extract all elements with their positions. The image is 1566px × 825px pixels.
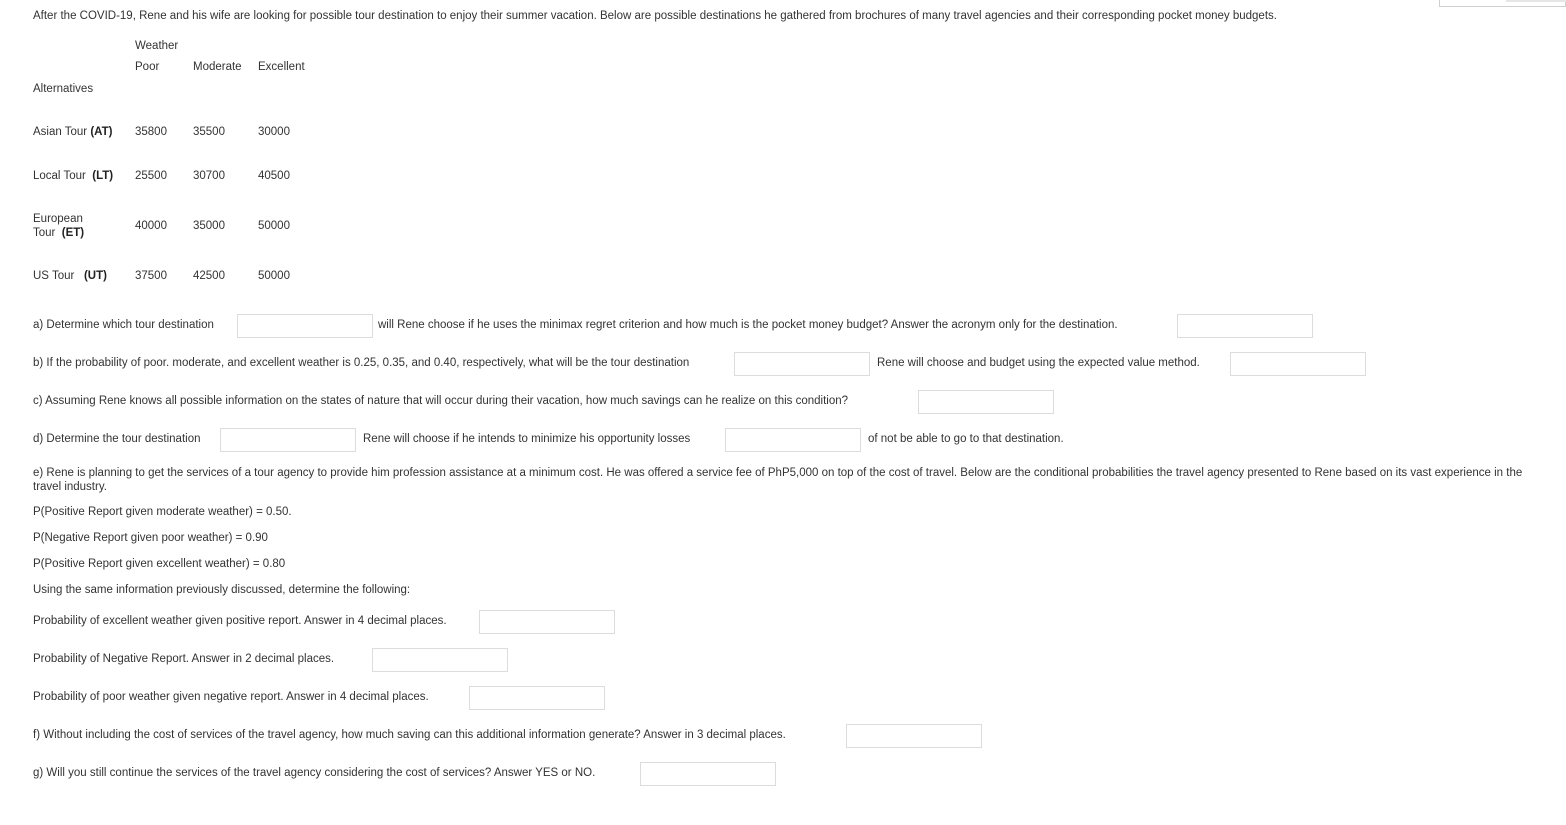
table-cell: 40000 [135, 220, 167, 232]
question-e1-text: Probability of excellent weather given positive report. Answer in 4 decimal places. [33, 615, 447, 627]
intro-text: After the COVID-19, Rene and his wife are looking for possible tour destination to enjoy their summer vacation. Below are possible destinations he gathered from brochures of many travel agencies and their corresponding pocket money budgets. [33, 10, 1277, 22]
column-moderate: Moderate [193, 61, 242, 73]
row-label-european-line2 [33, 227, 84, 239]
answer-e1-input[interactable] [479, 610, 615, 634]
question-d-text-2: Rene will choose if he intends to minimize his opportunity losses [363, 433, 691, 445]
table-cell: 35000 [193, 220, 225, 232]
row-name: Local Tour [33, 170, 86, 182]
answer-c-savings-input[interactable] [918, 390, 1054, 414]
question-e3-text: Probability of poor weather given negative report. Answer in 4 decimal places. [33, 691, 429, 703]
question-e-text: e) Rene is planning to get the services of a tour agency to provide him profession assistance at a minimum cost. He was offered a service fee of PhP5,000 on top of the cost of travel. Below are the conditional probabilities the travel agency presented to Rene based on its vast experience in the travel industry. [33, 467, 1523, 493]
question-b-text-2: Rene will choose and budget using the expected value method. [877, 357, 1200, 369]
question-e2-text: Probability of Negative Report. Answer in 2 decimal places. [33, 653, 335, 665]
question-f-text: f) Without including the cost of services of the travel agency, how much saving can this additional information generate? Answer in 3 decimal places. [33, 729, 786, 741]
question-a-text-2: will Rene choose if he uses the minimax regret criterion and how much is the pocket money budget? Answer the acronym only for the destination. [378, 319, 1118, 331]
row-code: (UT) [83, 270, 107, 282]
table-cell: 35500 [193, 126, 225, 138]
table-cell: 50000 [258, 220, 290, 232]
column-poor: Poor [135, 61, 160, 73]
row-code: (LT) [92, 170, 114, 182]
table-cell: 50000 [258, 270, 290, 282]
table-cell: 37500 [135, 270, 167, 282]
table-cell: 40500 [258, 170, 290, 182]
answer-b-destination-input[interactable] [734, 352, 870, 376]
table-cell: 42500 [193, 270, 225, 282]
answer-d-destination-input[interactable] [220, 428, 356, 452]
column-excellent: Excellent [258, 61, 305, 73]
using-info-text: Using the same information previously discussed, determine the following: [33, 584, 411, 596]
question-c-text: c) Assuming Rene knows all possible information on the states of nature that will occur during their vacation, how much savings can he realize on this condition? [33, 395, 849, 407]
answer-f-input[interactable] [846, 724, 982, 748]
table-cell: 35800 [135, 126, 167, 138]
row-code: (AT) [90, 126, 113, 138]
question-a-text-1: a) Determine which tour destination [33, 319, 214, 331]
row-code: (ET) [61, 227, 85, 239]
answer-a-budget-input[interactable] [1177, 314, 1313, 338]
row-label-european-line1: European [33, 213, 83, 225]
question-d-text-1: d) Determine the tour destination [33, 433, 201, 445]
question-d-text-3: of not be able to go to that destination. [868, 433, 1064, 445]
table-cell: 25500 [135, 170, 167, 182]
row-label-local-tour [33, 170, 113, 182]
weather-header: Weather [135, 40, 179, 52]
table-cell: 30000 [258, 126, 290, 138]
answer-a-destination-input[interactable] [237, 314, 373, 338]
answer-d-losses-input[interactable] [725, 428, 861, 452]
alternatives-header: Alternatives [33, 83, 94, 95]
answer-g-input[interactable] [640, 762, 776, 786]
row-label-us-tour [33, 270, 107, 282]
answer-e3-input[interactable] [469, 686, 605, 710]
row-name: US Tour [33, 270, 75, 282]
row-name: Asian Tour [33, 126, 88, 138]
row-label-asian-tour [33, 126, 112, 138]
row-name: Tour [33, 227, 56, 239]
top-right-frame-inner [1506, 0, 1566, 2]
conditional-probability-1: P(Positive Report given moderate weather) = 0.50. [33, 506, 292, 518]
question-b-text-1: b) If the probability of poor. moderate, and excellent weather is 0.25, 0.35, and 0.40, respectively, what will be the tour destination [33, 357, 690, 369]
conditional-probability-3: P(Positive Report given excellent weather) = 0.80 [33, 558, 286, 570]
table-cell: 30700 [193, 170, 225, 182]
question-g-text: g) Will you still continue the services of the travel agency considering the cost of services? Answer YES or NO. [33, 767, 596, 779]
answer-b-budget-input[interactable] [1230, 352, 1366, 376]
conditional-probability-2: P(Negative Report given poor weather) = 0.90 [33, 532, 268, 544]
answer-e2-input[interactable] [372, 648, 508, 672]
